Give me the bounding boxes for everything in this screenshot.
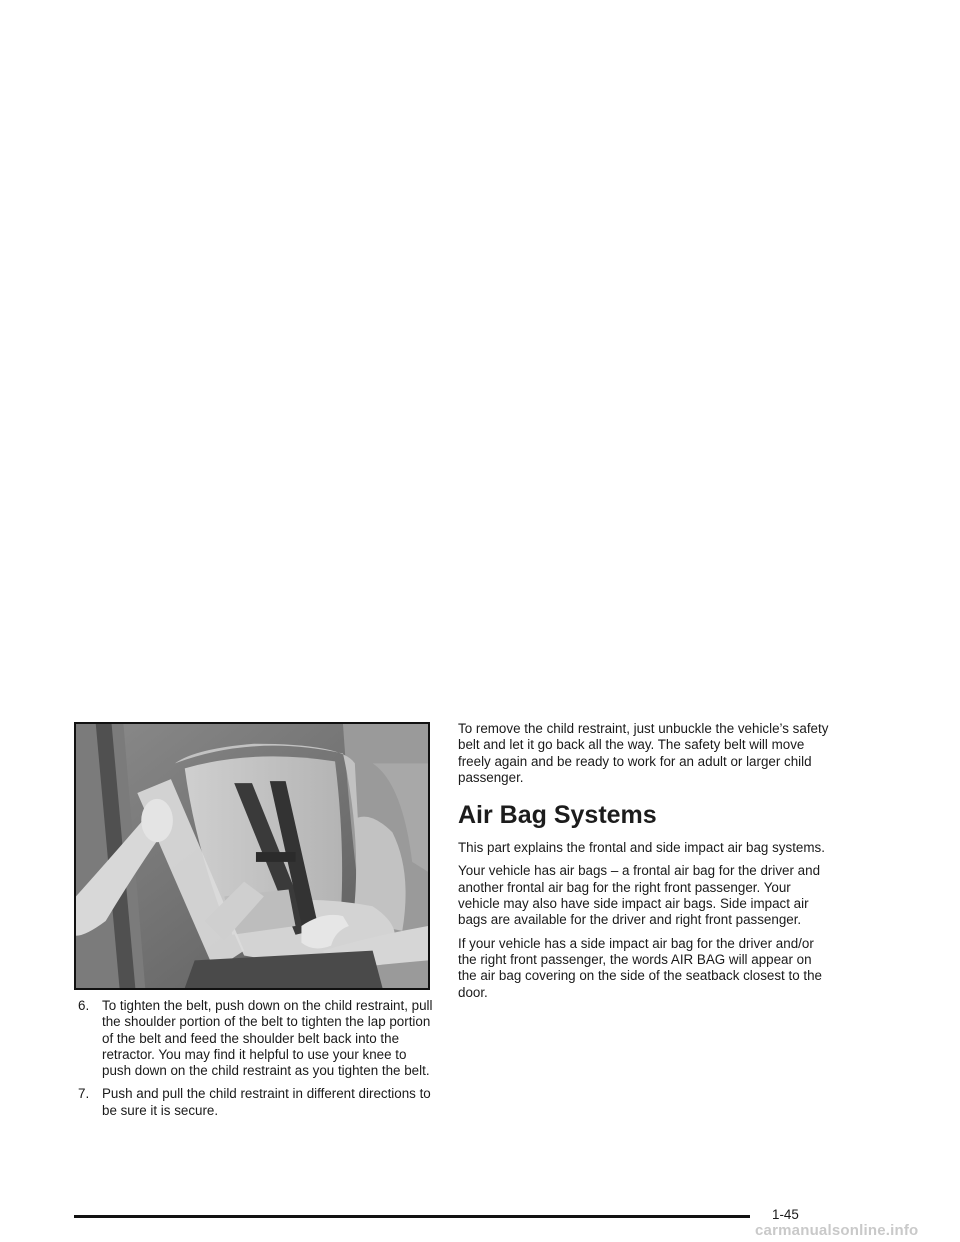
child-seat-drawing [76, 724, 428, 988]
step-number: 6. [78, 998, 90, 1013]
instruction-steps [74, 998, 436, 1126]
child-restraint-illustration [74, 722, 430, 990]
step-item [74, 998, 436, 1079]
body-paragraph: If your vehicle has a side impact air bag for the driver and/or the right front passenger, the words AIR BAG will appear on the air bag covering on the side of the seatback closest to the door. [458, 935, 823, 1000]
step-text: To tighten the belt, push down on the child restraint, pull the shoulder portion of the belt to tighten the lap portion of the belt and feed the shoulder belt back into the retractor. You may find it helpful to use your knee to push down on the child restraint as you tighten the belt. [102, 998, 433, 1079]
step-text: Push and pull the child restraint in different directions to be sure it is secure. [102, 1086, 431, 1118]
body-paragraph: Your vehicle has air bags – a frontal air bag for the driver and another frontal air bag for the right front passenger. Your vehicle may also have side impact air bags. Side impact air bags are available for the driver and right front passenger. [458, 863, 821, 928]
footer-rule [74, 1215, 750, 1218]
watermark: carmanualsonline.info [755, 1222, 919, 1239]
page-number: 1-45 [772, 1207, 799, 1222]
body-paragraph: This part explains the frontal and side impact air bag systems. [458, 840, 825, 856]
section-heading: Air Bag Systems [458, 801, 657, 830]
intro-paragraph: To remove the child restraint, just unbuckle the vehicle’s safety belt and let it go back all the way. The safety belt will move freely again and be ready to work for an adult or larger child passenger. [458, 721, 829, 785]
step-number: 7. [78, 1086, 90, 1102]
right-column [458, 721, 830, 1008]
step-item [74, 1086, 436, 1119]
